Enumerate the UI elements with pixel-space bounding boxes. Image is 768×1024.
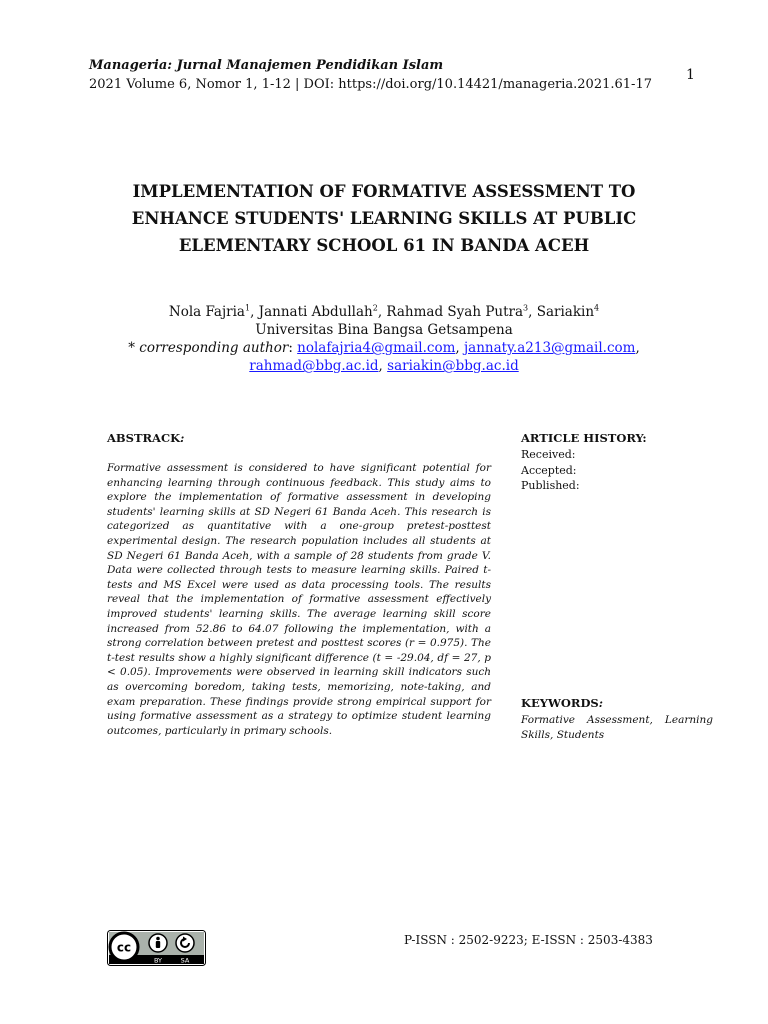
cc-by-icon <box>149 934 167 952</box>
keywords-text: Formative Assessment, Learning Skills, Students <box>521 714 713 741</box>
page-number: 1 <box>686 67 695 83</box>
paper-title: IMPLEMENTATION OF FORMATIVE ASSESSMENT TO ENHANCE STUDENTS' LEARNING SKILLS AT PUBLIC ELEMENTARY SCHOOL 61 IN BANDA ACEH <box>131 182 637 255</box>
cc-by-label: BY <box>153 956 163 965</box>
history-item-received: Received: <box>521 448 576 461</box>
svg-text:cc: cc <box>116 940 132 955</box>
cc-sa-icon <box>176 934 194 952</box>
author-name: Rahmad Syah Putra <box>386 304 524 320</box>
journal-meta: 2021 Volume 6, Nomor 1, 1-12 | DOI: https://doi.org/10.14421/manageria.2021.61-17 <box>89 77 652 92</box>
author-name: Sariakin <box>536 304 595 320</box>
abstract-heading-colon: : <box>180 431 185 445</box>
author-affiliation-mark: 3 <box>523 303 529 313</box>
affiliation: Universitas Bina Bangsa Getsampena <box>255 322 513 338</box>
history-item-published: Published: <box>521 479 580 492</box>
keywords-heading-label: KEYWORDS <box>521 696 599 710</box>
corresponding-line: * corresponding author: nolafajria4@gmail.com, jannaty.a213@gmail.com, <box>128 340 640 356</box>
abstract-text: Formative assessment is considered to have significant potential for enhancing learning through continuous feedback. This study aims to explore the implementation of formative assessment in developing students' learning skills at SD Negeri 61 Banda Aceh. This research is categorized as quantitative with a one-group pretest-posttest experimental design. The research population includes all students at SD Negeri 61 Banda Aceh, with a sample of 28 students from grade V. Data were collected through tests to measure learning skills. Paired t-tests and MS Excel were used as data processing tools. The results reveal that the implementation of formative assessment effectively improved students' learning skills. The average learning skill score increased from 52.86 to 64.07 following the implementation, with a strong correlation between pretest and posttest scores (r = 0.975). The t-test results show a highly significant difference (t = -29.04, df = 27, p < 0.05). Improvements were observed in learning skill indicators such as overcoming boredom, taking tests, memorizing, note-taking, and exam preparation. These findings provide strong empirical support for using formative assessment as a strategy to optimize student learning outcomes, particularly in primary schools. <box>107 462 491 737</box>
article-history-list <box>521 447 580 494</box>
keywords-heading-colon: : <box>598 696 603 710</box>
history-item-accepted: Accepted: <box>521 463 577 477</box>
email-link[interactable]: rahmad@bbg.ac.id <box>249 358 379 374</box>
author-affiliation-mark: 4 <box>594 303 600 313</box>
article-history-heading: ARTICLE HISTORY: <box>521 431 647 445</box>
abstract-heading-label: ABSTRACK <box>107 431 181 445</box>
email-link[interactable]: sariakin@bbg.ac.id <box>387 358 519 374</box>
cc-sa-label: SA <box>180 956 190 965</box>
issn-line: P-ISSN : 2502-9223; E-ISSN : 2503-4383 <box>404 933 653 947</box>
abstract-heading <box>107 431 184 445</box>
author-affiliation-mark: 2 <box>372 303 378 313</box>
author-name: Jannati Abdullah <box>258 304 373 320</box>
keywords-heading <box>521 696 603 710</box>
author-block <box>84 303 684 375</box>
email-link[interactable]: jannaty.a213@gmail.com <box>464 340 636 356</box>
author-name: Nola Fajria <box>168 304 245 320</box>
corresponding-label: * corresponding author <box>128 340 289 356</box>
author-list: Nola Fajria$^1$, Jannati Abdullah$^2$, Rahmad Syah Putra$^3$, Sariakin$^4$ <box>168 303 600 320</box>
journal-name: Manageria: Jurnal Manajemen Pendidikan Islam <box>89 58 444 73</box>
corresponding-line: rahmad@bbg.ac.id, sariakin@bbg.ac.id <box>249 358 519 374</box>
cc-logo-icon <box>110 933 138 961</box>
email-link[interactable]: nolafajria4@gmail.com <box>297 340 456 356</box>
cc-license-icon[interactable] <box>107 930 206 966</box>
author-affiliation-mark: 1 <box>244 303 251 313</box>
